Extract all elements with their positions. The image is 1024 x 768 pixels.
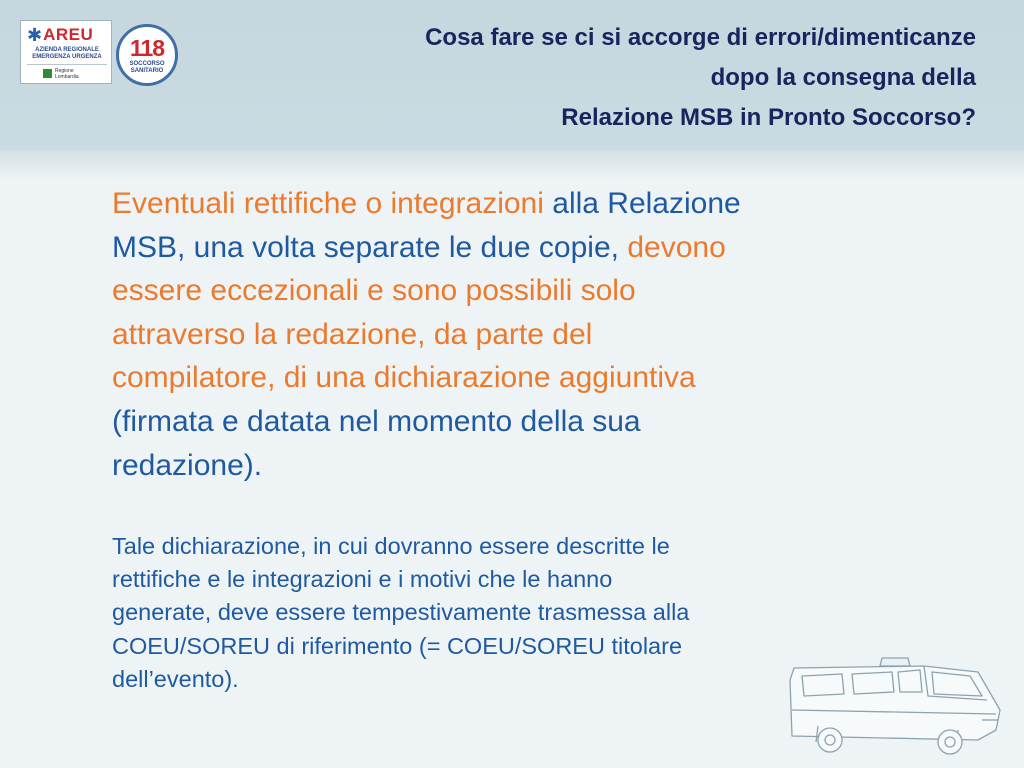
secondary-line-3: generate, deve essere tempestivamente trasmessa alla [112, 599, 690, 626]
soccorso-label: SOCCORSO [129, 61, 165, 67]
ambulance-icon [782, 650, 1008, 760]
slide-title [216, 18, 976, 138]
secondary-line-2: rettifiche e le integrazioni e i motivi che le hanno [112, 566, 613, 593]
secondary-line-1: Tale dichiarazione, in cui dovranno essere descritte le [112, 533, 670, 559]
title-line-2: dopo la consegna della [710, 64, 976, 91]
star-of-life-icon: ✱ [27, 25, 43, 45]
areu-subtitle-2: EMERGENZA URGENZA [32, 54, 102, 60]
lombardia-label [55, 68, 79, 80]
secondary-line-5: dell’evento). [112, 665, 239, 692]
sanitario-label: SANITARIO [130, 68, 164, 74]
number-118: 118 [129, 35, 165, 61]
main-line-2 [112, 226, 932, 270]
main-line-7: redazione). [112, 448, 263, 482]
region-label-top: Regione [55, 68, 74, 74]
soccorso-118-logo [116, 24, 178, 86]
main-paragraph [112, 182, 932, 487]
region-label-bottom: Lombardia [55, 74, 79, 80]
areu-logo [20, 20, 112, 84]
title-line-1: Cosa fare se ci si accorge di errori/dimenticanze [425, 24, 976, 51]
secondary-line-4: COEU/SOREU di riferimento (= COEU/SOREU titolare [112, 632, 683, 659]
highlight-text: devono [627, 230, 726, 264]
areu-mark [27, 25, 93, 45]
main-line-1 [112, 182, 932, 226]
areu-wordmark: AREU [43, 25, 94, 44]
areu-divider [27, 64, 107, 65]
body-text: MSB, una volta separate le due copie, [112, 230, 628, 264]
header-fade [0, 150, 1024, 180]
main-line-4: attraverso la redazione, da parte del [112, 317, 593, 351]
main-line-6: (firmata e datata nel momento della sua [112, 404, 641, 438]
main-line-3: essere eccezionali e sono possibili solo [112, 274, 636, 308]
main-line-5: compilatore, di una dichiarazione aggiuntiva [112, 361, 696, 395]
title-line-3: Relazione MSB in Pronto Soccorso? [561, 104, 976, 131]
lombardia-icon [43, 69, 52, 78]
highlight-text: Eventuali rettifiche o integrazioni [112, 187, 544, 220]
body-text: alla Relazione [543, 187, 741, 220]
areu-subtitle-1: AZIENDA REGIONALE [35, 47, 99, 53]
